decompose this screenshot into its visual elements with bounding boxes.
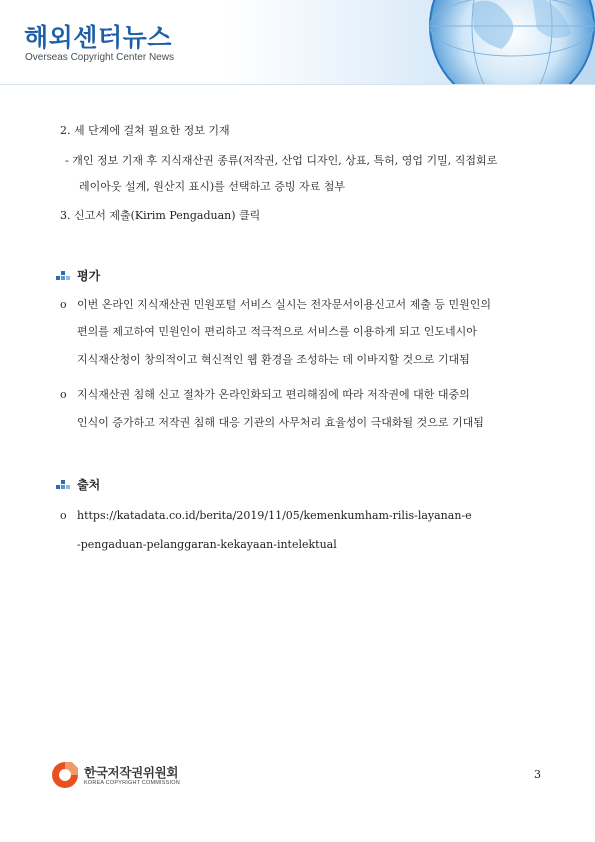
globe-icon [412,0,595,84]
section-bullet-icon [56,479,72,491]
evaluation-item-1-line-1: 이번 온라인 지식재산권 민원포털 서비스 실시는 전자문서이용신고서 제출 등 민원인의 [77,298,492,311]
step-2-detail-line-1: - 개인 정보 기재 후 지식재산권 종류(저작권, 산업 디자인, 상표, 특허, 영업 기밀, 직접회로 [65,154,498,167]
step-2-detail-line-2: 레이아웃 설계, 원산지 표시)를 선택하고 증빙 자료 첨부 [79,180,346,193]
newsletter-title: 해외센터뉴스 [24,23,172,52]
section-title-source: 출처 [77,478,101,492]
list-bullet: o [60,388,67,401]
header-divider [0,84,595,85]
evaluation-item-2-line-1: 지식재산권 침해 신고 절차가 온라인화되고 편리해짐에 따라 저작권에 대한 대중의 [77,388,470,401]
evaluation-item-1-line-2: 편의를 제고하여 민원인이 편리하고 적극적으로 서비스를 이용하게 되고 인도네시아 [77,325,477,338]
section-title-evaluation: 평가 [77,269,101,283]
footer-org-name: 한국저작권위원회 [84,765,179,780]
footer-org-name-en: KOREA COPYRIGHT COMMISSION [84,780,180,786]
list-bullet: o [60,298,67,311]
kcc-logo-icon [50,760,80,790]
step-2-text: 2. 세 단계에 걸쳐 필요한 정보 기재 [60,124,230,137]
step-3-text: 3. 신고서 제출(Kirim Pengaduan) 클릭 [60,209,261,222]
evaluation-item-1-line-3: 지식재산청이 창의적이고 혁신적인 웹 환경을 조성하는 데 이바지할 것으로 기대됨 [77,353,470,366]
evaluation-item-2-line-2: 인식이 증가하고 저작권 침해 대응 기관의 사무처리 효율성이 극대화될 것으로 기대됨 [77,416,484,429]
source-url-line-1[interactable]: https://katadata.co.id/berita/2019/11/05/kemenkumham-rilis-layanan-e [77,509,472,522]
page-number: 3 [534,768,541,781]
page-header [0,0,595,84]
list-bullet: o [60,509,67,522]
source-url-line-2[interactable]: -pengaduan-pelanggaran-kekayaan-intelektual [77,538,337,551]
section-bullet-icon [56,270,72,282]
newsletter-subtitle: Overseas Copyright Center News [25,52,174,63]
